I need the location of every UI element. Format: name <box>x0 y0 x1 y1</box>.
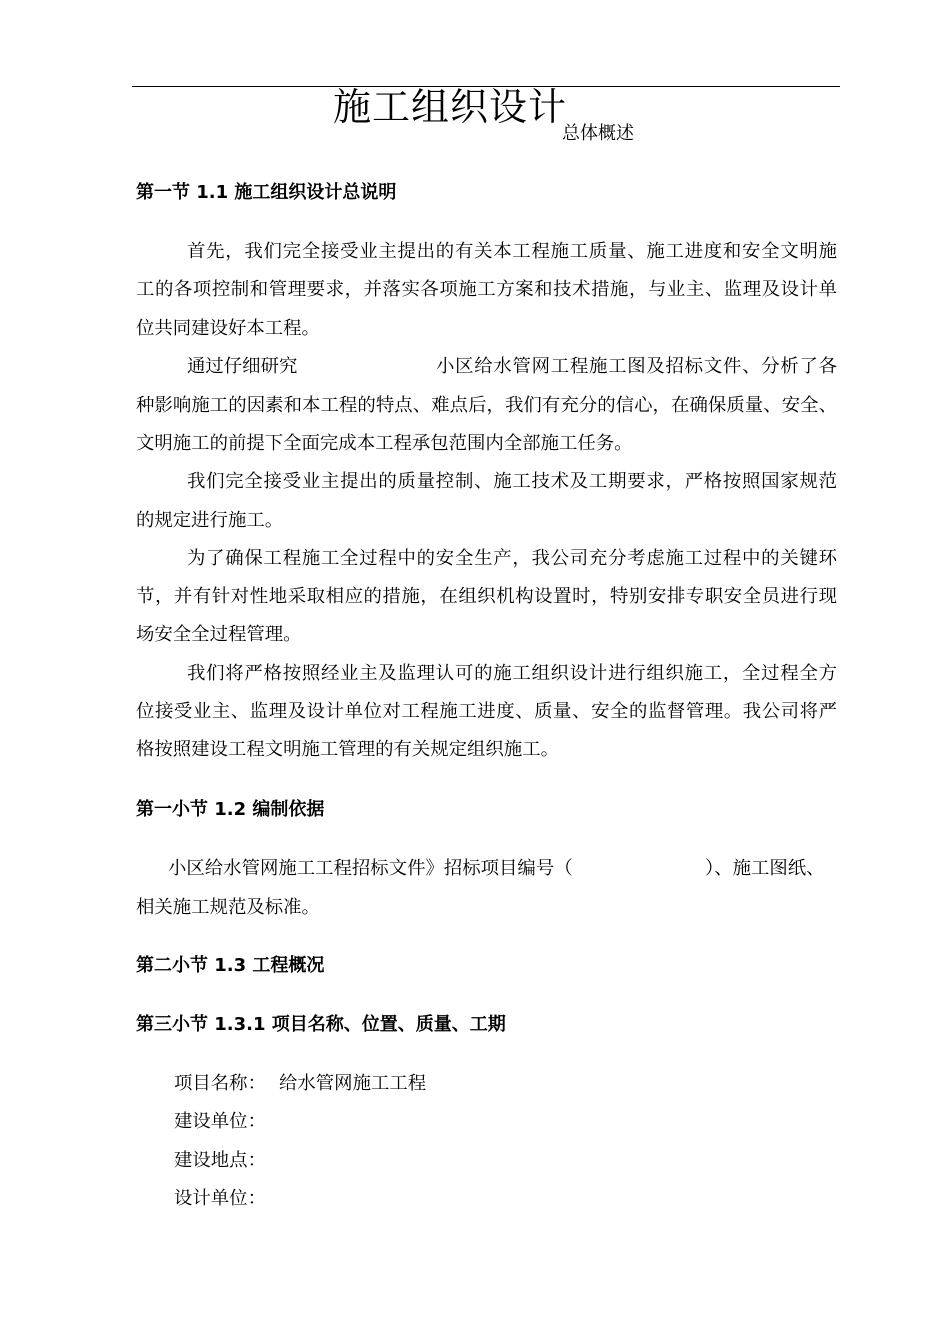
paragraph-line: 为了确保工程施工全过程中的安全生产，我公司充分考虑施工过程中的关键环 <box>187 548 837 569</box>
paragraph-line: 相关施工规范及标准。 <box>136 897 320 918</box>
field-value-project-name: 给水管网施工工程 <box>279 1073 427 1094</box>
paragraph-line: 小区给水管网工程施工图及招标文件、分析了各 <box>436 356 837 377</box>
paragraph-line: 我们将严格按照经业主及监理认可的施工组织设计进行组织施工，全过程全方 <box>187 663 837 684</box>
paragraph-line: 工的各项控制和管理要求，并落实各项施工方案和技术措施，与业主、监理及设计单 <box>136 279 837 300</box>
section-heading-1-3-1: 第三小节 1.3.1 项目名称、位置、质量、工期 <box>136 1014 506 1035</box>
paragraph-line: 小区给水管网施工工程招标文件》招标项目编号（ <box>168 858 573 879</box>
field-label-project-name: 项目名称： <box>174 1073 266 1094</box>
field-label-location: 建设地点： <box>174 1150 266 1171</box>
paragraph-line: 我们完全接受业主提出的质量控制、施工技术及工期要求，严格按照国家规范 <box>187 471 837 492</box>
paragraph-line: 文明施工的前提下全面完成本工程承包范围内全部施工任务。 <box>136 433 633 454</box>
document-subtitle: 总体概述 <box>562 123 634 144</box>
paragraph-line: 场安全全过程管理。 <box>136 624 302 645</box>
paragraph-line: 种影响施工的因素和本工程的特点、难点后，我们有充分的信心，在确保质量、安全、 <box>136 395 837 416</box>
section-heading-1-1: 第一节 1.1 施工组织设计总说明 <box>136 182 397 203</box>
paragraph-line: ）、施工图纸、 <box>705 858 825 879</box>
paragraph-line: 位接受业主、监理及设计单位对工程施工进度、质量、安全的监督管理。我公司将严 <box>136 701 837 722</box>
section-heading-1-3: 第二小节 1.3 工程概况 <box>136 955 325 976</box>
paragraph-line: 位共同建设好本工程。 <box>136 318 320 339</box>
field-label-owner: 建设单位： <box>174 1111 266 1132</box>
paragraph-line: 的规定进行施工。 <box>136 510 284 531</box>
paragraph-line: 节，并有针对性地采取相应的措施，在组织机构设置时，特别安排专职安全员进行现 <box>136 586 837 607</box>
document-title: 施工组织设计 <box>333 85 568 129</box>
paragraph-line: 首先，我们完全接受业主提出的有关本工程施工质量、施工进度和安全文明施 <box>187 241 837 262</box>
paragraph-line: 格按照建设工程文明施工管理的有关规定组织施工。 <box>136 739 559 760</box>
section-heading-1-2: 第一小节 1.2 编制依据 <box>136 799 325 820</box>
paragraph-line: 通过仔细研究 <box>187 356 298 377</box>
field-label-designer: 设计单位： <box>174 1188 266 1209</box>
